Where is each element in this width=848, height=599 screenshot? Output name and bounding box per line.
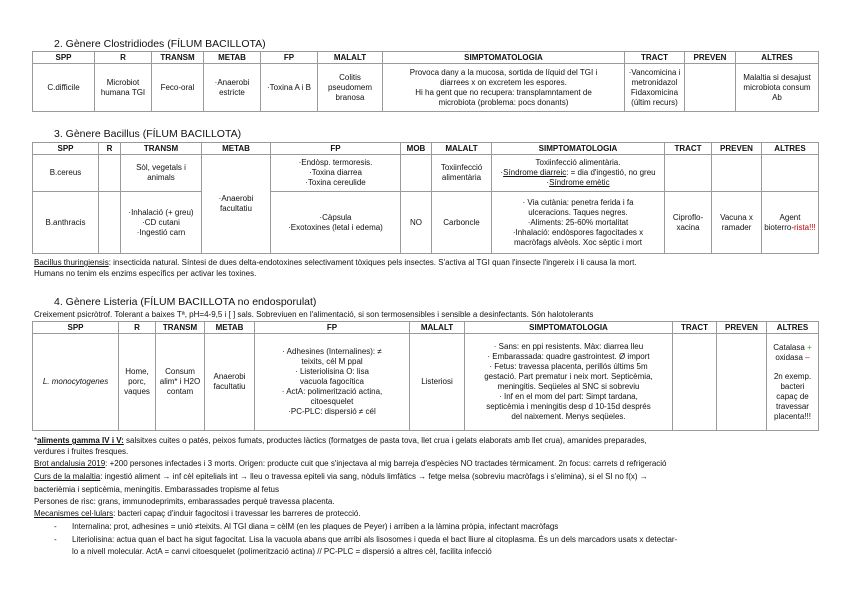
- header-cell: ALTRES: [736, 52, 819, 64]
- text-line: septicèmia i meningitis desp d 10-15d després: [486, 402, 651, 411]
- cell-altres: [762, 155, 819, 192]
- list-item-continued: lo a nivell molecular. ActA = canvi citoesquelet (polimerització actina) // PC-PLC = dispersió a altres cèl, facilita infecció: [72, 547, 492, 556]
- text-line: del naixement. Menys seqüeles.: [511, 412, 626, 421]
- syndrome-label: Síndrome emètic: [549, 178, 610, 187]
- list-item: Literiolisina: actua quan el bact ha sigut fagocitat. Lisa la vacuola abans que arribi als lisosomes i queda el bact lliure al citoplasma. És un dels marcadors usats x detectar-: [72, 535, 678, 544]
- cell-transm: Consum alim* i H2O contam: [156, 334, 205, 431]
- text-line: ·Toxina cereulide: [305, 178, 366, 187]
- cell-simptomatologia: [492, 155, 665, 192]
- header-cell: MALALT: [318, 52, 383, 64]
- text-line: · Embarassada: quadre gastrointest. Ø import: [487, 352, 650, 361]
- text-line: [769, 343, 816, 353]
- table-row: [33, 64, 819, 112]
- cell-r: [99, 192, 121, 254]
- cell-tract: ·Vancomicina i metronidazol Fidaxomicina (últim recurs): [625, 64, 685, 112]
- table-row: [33, 155, 819, 192]
- header-cell: R: [99, 143, 121, 155]
- text-line: macròfags alvèols. Xoc sèptic i mort: [513, 237, 643, 247]
- text-line: ·Exotoxines (letal i edema): [288, 222, 383, 232]
- text-line: citoesquelet: [310, 397, 354, 406]
- cell-preven: [717, 334, 767, 431]
- table-header-row: [33, 52, 819, 64]
- cell-spp: B.anthracis: [33, 192, 99, 254]
- syndrome-label: Síndrome diarreic: [503, 168, 567, 177]
- table-row: [33, 334, 819, 431]
- section-title-clostridiodes: 2. Gènere Clostridiodes (FÍLUM BACILLOTA): [54, 38, 266, 50]
- table-row: [33, 192, 819, 254]
- text-line: Provoca dany a la mucosa, sortida de líquid del TGI i: [409, 67, 598, 77]
- header-cell: SIMPTOMATOLOGIA: [383, 52, 625, 64]
- cell-simptomatologia: [492, 192, 665, 254]
- text-line: ·Toxina diarrea: [309, 168, 362, 177]
- text-line: · Adhesines (Internalines): ≠: [282, 347, 382, 356]
- catalasa-positive: +: [807, 342, 812, 352]
- cell-metab: ·Anaerobi facultatiu: [202, 155, 271, 254]
- cell-preven: Vacuna x ramader: [712, 192, 762, 254]
- note-curs: [34, 472, 648, 482]
- text-line: diarrees x on excretem les espores.: [440, 77, 567, 87]
- syndrome-text: : = dia d'ingestió, no greu: [566, 168, 656, 177]
- cell-transm: Sòl, vegetals i animals: [121, 155, 202, 192]
- text-line: ·Inhalació: endòspores fagocitades x: [512, 227, 644, 237]
- header-cell: TRANSM: [156, 322, 205, 334]
- header-cell: SIMPTOMATOLOGIA: [465, 322, 673, 334]
- header-cell: TRACT: [625, 52, 685, 64]
- cell-preven: [685, 64, 736, 112]
- note-text: : +200 persones infectades i 3 morts. Origen: producte cuit que s'injectava al mig barreja d'espècies NO tractades tèrmicament. 2n focus: carrets d refrigeració: [105, 459, 667, 468]
- text-line: ·CD cutani: [142, 217, 180, 227]
- cell-malalt: Colitis pseudomem branosa: [318, 64, 383, 112]
- text-line: ·Endòsp. termoresis.: [298, 158, 373, 167]
- note-text: : insecticida natural. Síntesi de dues delta-endotoxines selectivament tòxiques pels insectes. S'activa al TGI quan l'insecte l'ingereix i li causa la mort.: [108, 258, 637, 267]
- listeria-intro: Creixement psicròtrof. Tolerant a baixes Tª, pH=4-9,5 i [ ] sals. Sobreviuen en l'alimentació, si son termosensibles i sensible a desinfectants. Són halotolerants: [34, 310, 594, 319]
- header-cell: FP: [261, 52, 318, 64]
- table-header-row: [33, 143, 819, 155]
- header-cell: TRACT: [665, 143, 712, 155]
- note-thuringiensis-line2: Humans no tenim els enzims específics per activar les toxines.: [34, 269, 257, 278]
- header-cell: MALALT: [432, 143, 492, 155]
- cell-r: Microbiot humana TGI: [95, 64, 152, 112]
- text-line: microbiota (problema: pocs donants): [438, 97, 569, 107]
- text-line: vacuola fagocítica: [299, 377, 365, 386]
- note-label: Mecanismes cel·lulars: [34, 509, 114, 518]
- cell-fp: [255, 334, 410, 431]
- text-line: ·Càpsula: [319, 212, 352, 222]
- oxidasa-negative: –: [805, 352, 810, 362]
- text-line: · ActA: polimerització actina,: [281, 387, 383, 396]
- text-line: [769, 353, 816, 363]
- note-thuringiensis: [34, 258, 637, 268]
- altres-text-red: rista!!!: [794, 222, 816, 232]
- text-line: Toxiinfecció alimentària.: [535, 158, 621, 167]
- cell-fp: ·Toxina A i B: [261, 64, 318, 112]
- text-line: 2n exemp. bacteri capaç de travessar placenta!!!: [773, 371, 812, 421]
- list-item: Internalina: prot, adhesines = unió ≠teixits. Al TGI diana = cèlM (en les plaques de Peyer) i arriben a la làmina pròpia, infectant macròfags: [72, 522, 559, 531]
- note-label: Bacillus thuringiensis: [34, 258, 109, 267]
- section-title-listeria: 4. Gènere Listeria (FÍLUM BACILLOTA no endosporulat): [54, 296, 317, 308]
- altres-text: Agent bioterro-: [764, 212, 801, 232]
- text-line: · Inf en el mom del part: Simpt tardana,: [499, 392, 638, 401]
- header-cell: METAB: [202, 143, 271, 155]
- cell-r: [99, 155, 121, 192]
- cell-transm: [121, 192, 202, 254]
- cell-malalt: Carboncle: [432, 192, 492, 254]
- text-line: ·Ingestió carn: [136, 227, 186, 237]
- text-line: meningitis. Seqüeles al SNC si sobreviu: [497, 382, 640, 391]
- cell-malalt: Toxiinfecció alimentària: [432, 155, 492, 192]
- oxidasa-label: oxidasa: [775, 352, 803, 362]
- note-text: salsitxes cuites o patés, peixos fumats, productes làctics (formatges de pasta tova, llet crua i gelats elaborats amb llet crua), amanides preparades,: [123, 436, 647, 445]
- cell-transm: Feco-oral: [152, 64, 204, 112]
- text-line: · Via cutània: penetra ferida i fa: [522, 197, 634, 207]
- table-header-row: [33, 322, 819, 334]
- header-cell: TRACT: [673, 322, 717, 334]
- header-cell: R: [95, 52, 152, 64]
- note-aliments: *aliments gamma IV i V: salsitxes cuites o patés, peixos fumats, productes làctics (formatges de pasta tova, llet crua i gelats elaborats amb llet crua), amanides preparades,: [34, 436, 647, 445]
- note-risc: Persones de risc: grans, immunodeprimits, embarassades perquè travessa placenta.: [34, 497, 335, 506]
- header-cell: SPP: [33, 52, 95, 64]
- cell-r: Home, porc, vaques: [119, 334, 156, 431]
- text-line: ·PC-PLC: dispersió ≠ cél: [288, 407, 376, 416]
- text-line: teixits, cél M ppal: [301, 357, 363, 366]
- cell-altres: Malaltia si desajust microbiota consum Ab: [736, 64, 819, 112]
- header-cell: TRANSM: [121, 143, 202, 155]
- cell-preven: [712, 155, 762, 192]
- cell-simptomatologia: [465, 334, 673, 431]
- note-label: Curs de la malaltia: [34, 472, 101, 481]
- cell-tract: [673, 334, 717, 431]
- header-cell: FP: [271, 143, 401, 155]
- text-line: ·Inhalació (+ greu): [128, 207, 194, 217]
- table-listeria: [32, 321, 819, 431]
- note-text: : ingestió aliment → inf cèl epitelials int → lleu o travessa epiteli via sang, nòduls limfàtics → fetge melsa (sobreviu macròfags i s'elimina), si el SI no f(x) →: [100, 472, 648, 481]
- cell-spp: B.cereus: [33, 155, 99, 192]
- note-curs-line2: bacterièmia i septicèmia, meningitis. Embarassades tropisme al fetus: [34, 485, 279, 494]
- header-cell: METAB: [205, 322, 255, 334]
- cell-tract: [665, 155, 712, 192]
- header-cell: ALTRES: [767, 322, 819, 334]
- cell-altres: [762, 192, 819, 254]
- text-line: · Fetus: travessa placenta, perillós últims 5m: [489, 362, 648, 371]
- table-clostridiodes: [32, 51, 819, 112]
- catalasa-label: Catalasa: [773, 342, 805, 352]
- text-line: ·Síndrome emètic: [546, 178, 610, 187]
- note-mecanismes: [34, 509, 361, 519]
- cell-malalt: Listeriosi: [410, 334, 465, 431]
- text-line: ulceracions. Taques negres.: [528, 207, 628, 217]
- list-bullet: -: [54, 535, 57, 544]
- cell-tract: Ciproflo-xacina: [665, 192, 712, 254]
- cell-altres: [767, 334, 819, 431]
- header-cell: MALALT: [410, 322, 465, 334]
- cell-metab: ·Anaerobi estricte: [204, 64, 261, 112]
- header-cell: SPP: [33, 143, 99, 155]
- note-label: Brot andalusia 2019: [34, 459, 106, 468]
- header-cell: PREVEN: [712, 143, 762, 155]
- list-bullet: -: [54, 522, 57, 531]
- note-aliments-line2: verdures i fruites fresques.: [34, 447, 129, 456]
- text-line: ·Aliments: 25-60% mortalitat: [527, 217, 629, 227]
- cell-mob: NO: [401, 192, 432, 254]
- cell-fp: [271, 155, 401, 192]
- header-cell: SIMPTOMATOLOGIA: [492, 143, 665, 155]
- text-line: ·Síndrome diarreic: = dia d'ingestió, no greu: [500, 168, 656, 177]
- section-title-bacillus: 3. Gènere Bacillus (FÍLUM BACILLOTA): [54, 128, 242, 140]
- cell-simptomatologia: [383, 64, 625, 112]
- header-cell: R: [119, 322, 156, 334]
- text-line: Hi ha gent que no recupera: transplamntament de: [415, 87, 592, 97]
- header-cell: FP: [255, 322, 410, 334]
- header-cell: ALTRES: [762, 143, 819, 155]
- note-text: : bacteri capaç d'induir fagocitosi i travessar les barreres de protecció.: [113, 509, 361, 518]
- cell-mob: [401, 155, 432, 192]
- header-cell: PREVEN: [717, 322, 767, 334]
- table-bacillus: [32, 142, 819, 254]
- cell-spp: L. monocytogenes: [33, 334, 119, 431]
- cell-metab: Anaerobi facultatiu: [205, 334, 255, 431]
- header-cell: METAB: [204, 52, 261, 64]
- note-label: aliments gamma IV i V:: [37, 436, 124, 445]
- header-cell: PREVEN: [685, 52, 736, 64]
- header-cell: MOB: [401, 143, 432, 155]
- cell-fp: [271, 192, 401, 254]
- text-line: · Sans: en ppi resistents. Màx: diarrea lleu: [493, 342, 644, 351]
- text-line: · Listeriolisina O: lisa: [295, 367, 369, 376]
- note-brot: [34, 459, 667, 469]
- text-line: gestació. Part prematur i neix mort. Septicèmia,: [484, 372, 653, 381]
- header-cell: SPP: [33, 322, 119, 334]
- cell-spp: C.difficile: [33, 64, 95, 112]
- header-cell: TRANSM: [152, 52, 204, 64]
